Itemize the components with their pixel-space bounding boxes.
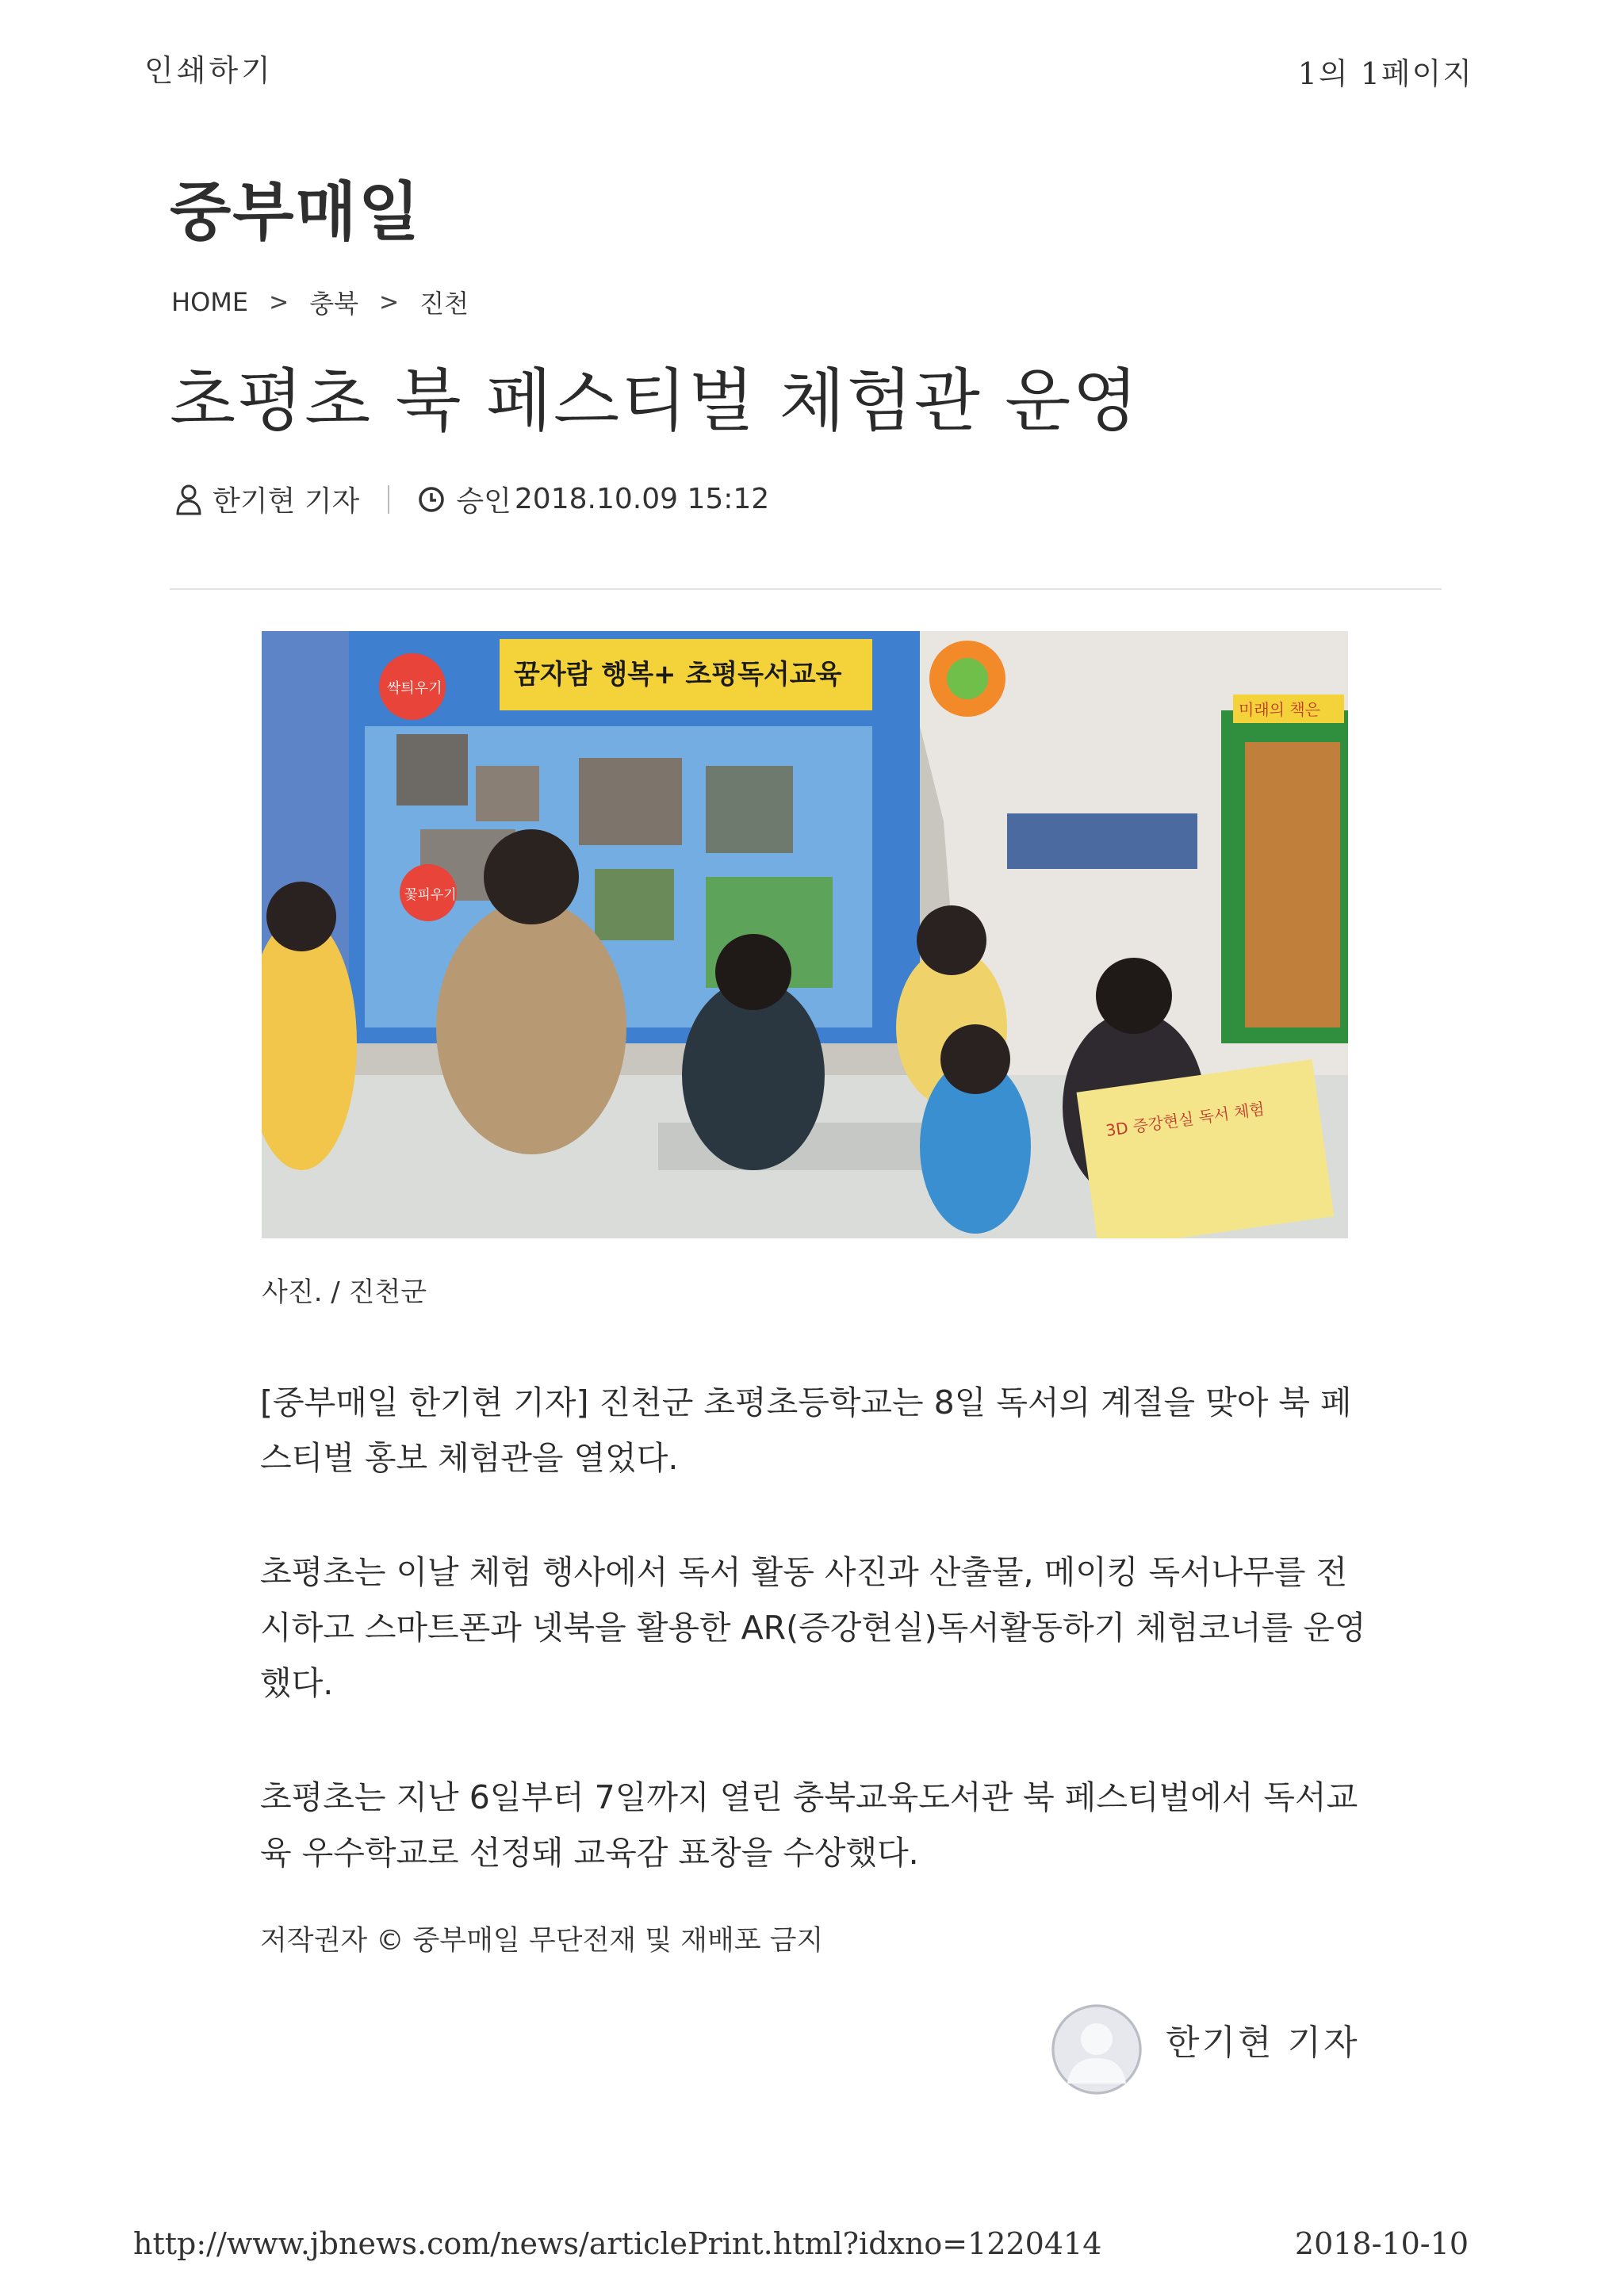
- footer-url: http://www.jbnews.com/news/articlePrint.html?idxno=1220414: [133, 2226, 1102, 2261]
- banner-text: 꿈자람 행복+ 초평독서교육: [514, 659, 842, 691]
- divider: [170, 588, 1442, 590]
- user-icon: [174, 484, 203, 515]
- article-paragraph: 초평초는 지난 6일부터 7일까지 열린 충북교육도서관 북 페스티벌에서 독서교육 우수학교로 선정돼 교육감 표창을 수상했다.: [260, 1778, 1358, 1872]
- author-box-name[interactable]: 한기현 기자: [1166, 2022, 1360, 2063]
- article-paragraph: 초평초는 이날 체험 행사에서 독서 활동 사진과 산출물, 메이킹 독서나무를 전시하고 스마트폰과 넷북을 활용한 AR(증강현실)독서활동하기 체험코너를 운영했다.: [260, 1553, 1366, 1702]
- breadcrumb-home[interactable]: HOME: [171, 287, 249, 317]
- breadcrumb-region[interactable]: 충북: [309, 289, 359, 319]
- copyright-notice: 저작권자 © 중부매일 무단전재 및 재배포 금지: [260, 1925, 824, 1957]
- page-count: 1의 1페이지: [1297, 56, 1473, 91]
- site-logo[interactable]: [170, 175, 422, 249]
- author-name[interactable]: 한기현 기자: [213, 485, 360, 518]
- photo-caption: 사진. / 진천군: [262, 1276, 427, 1308]
- tree-sign-text: 미래의 책은: [1239, 700, 1320, 719]
- article-title: 초평초 북 페스티벌 체험관 운영: [170, 362, 1140, 441]
- clock-icon: [418, 486, 445, 513]
- print-link[interactable]: 인쇄하기: [144, 53, 274, 88]
- breadcrumb: [171, 284, 469, 320]
- article-photo: [262, 631, 1348, 1238]
- approved-datetime: 2018.10.09 15:12: [514, 483, 770, 515]
- breadcrumb-subregion[interactable]: 진천: [419, 289, 469, 319]
- article-byline: [174, 479, 769, 519]
- table-sign-text: 3D 증강현실 독서 체험: [1104, 1099, 1266, 1141]
- byline-divider: [388, 485, 389, 514]
- article-paragraph: [중부매일 한기현 기자] 진천군 초평초등학교는 8일 독서의 계절을 맞아 북 페스티벌 홍보 체험관을 열었다.: [260, 1383, 1352, 1477]
- footer-date: 2018-10-10: [1294, 2226, 1469, 2261]
- left-badge-top: 싹틔우기: [387, 680, 442, 697]
- approved-label: 승인: [456, 485, 511, 518]
- breadcrumb-separator: >: [379, 288, 400, 316]
- left-badge-bottom: 꽃피우기: [404, 887, 457, 903]
- author-avatar[interactable]: [1051, 2004, 1142, 2095]
- avatar-placeholder-icon: [1051, 2004, 1142, 2095]
- booth-photo-illustration: [262, 631, 1348, 1238]
- logo-text: 중부매일: [170, 175, 422, 249]
- breadcrumb-separator: >: [269, 288, 289, 316]
